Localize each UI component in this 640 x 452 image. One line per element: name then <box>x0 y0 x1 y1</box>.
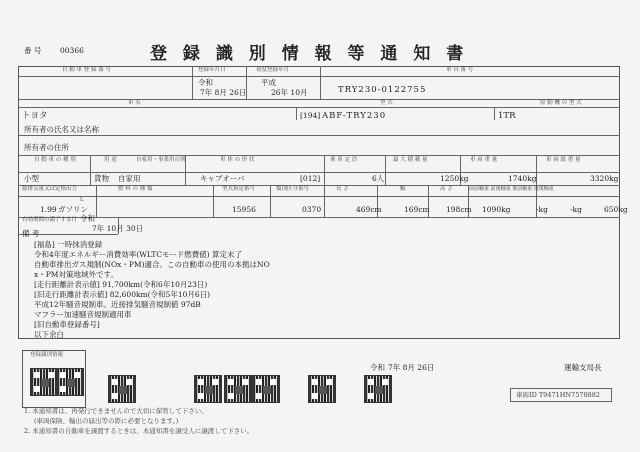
capacity-label: 乗 車 定 員 <box>330 157 358 163</box>
footer-note: 1. 本通知書は、再発行できませんので大切に保管して下さい。 <box>24 407 208 415</box>
axle-front-rear-value: -kg <box>536 205 548 214</box>
era-heisei: 平成 <box>261 78 276 87</box>
displacement-value: 1.99 <box>40 205 57 214</box>
qr-code <box>194 375 222 403</box>
qr-code <box>30 368 58 396</box>
remarks-line: マフラー加速騒音規制適用車 <box>34 310 132 319</box>
height-label: 高 さ <box>440 186 453 192</box>
chassis-label: 車 台 番 号 <box>446 67 474 73</box>
type-no-value: 15956 <box>232 205 256 214</box>
shape-label: 車 体 の 形 状 <box>220 157 255 163</box>
remarks-line: [旧走行距離計表示値] 82,600km(令和5年10月6日) <box>34 290 211 299</box>
fuel-value: ガソリン <box>58 205 88 214</box>
class-no-label: 類別区分番号 <box>276 186 310 192</box>
remarks-line: [走行距離計表示値] 91,700km(令和6年10月23日) <box>34 280 208 289</box>
document-number: 00366 <box>60 46 84 55</box>
owner-name-label: 所有者の氏名又は名称 <box>24 125 99 134</box>
first-reg-label: 初度登録年月 <box>256 67 290 73</box>
maker-label: 車 名 <box>128 100 141 106</box>
qr-code <box>252 375 280 403</box>
reg-date-label: 登録年月日 <box>198 67 226 73</box>
model-value: ABF-TRY230 <box>322 111 387 121</box>
number-label: 番 号 <box>24 46 42 55</box>
remarks-line: 平成12年騒音規制車。近接排気騒音規制値 97dB <box>34 300 201 309</box>
vehicle-id: 車両ID T9471HN7570882 <box>516 391 601 399</box>
private-commercial-label: 自家用・事業用の別 <box>136 157 186 163</box>
era-reiwa: 令和 <box>198 78 213 87</box>
use-value: 貨物 <box>94 174 109 183</box>
class-no-value: 0370 <box>302 205 322 214</box>
length-label: 長 さ <box>336 186 349 192</box>
remarks-line: x・PM対策地域外です。 <box>34 270 118 279</box>
expiry-label: 有効期間の満了する日 <box>22 217 78 223</box>
qr-code <box>364 375 392 403</box>
displacement-unit: L <box>80 197 84 203</box>
issue-era: 令和 <box>370 363 385 372</box>
remarks-line: 以下余白 <box>34 330 64 339</box>
reg-date-value: 7年 8月 26日 <box>200 88 247 97</box>
qr-box-label: 登録識別情報 <box>30 352 64 358</box>
axle-rear-front-value: -kg <box>570 205 582 214</box>
axle-weight-label: 前前軸重 前後軸重 後前軸重 後後軸重 <box>469 186 554 192</box>
expiry-era: 令和 <box>80 214 95 223</box>
qr-code <box>56 368 84 396</box>
kind-value: 小型 <box>24 174 39 183</box>
qr-code <box>308 375 336 403</box>
height-value: 198cm <box>446 205 472 214</box>
footer-note: (車両保険、輸出の届出等の際に必要となります。) <box>34 417 179 425</box>
qr-code <box>108 375 136 403</box>
displacement-label: 総排気量又は定格出力 <box>22 186 78 192</box>
first-reg-value: 26年 10月 <box>271 88 308 97</box>
engine-label: 原 動 機 の 型 式 <box>540 100 582 106</box>
remarks-line: 令和4年度エネルギー消費効率(WLTCモード燃費値) 算定未了 <box>34 250 243 259</box>
qr-code <box>224 375 252 403</box>
expiry-date: 7年 10月 30日 <box>92 224 144 233</box>
remarks-line: [旧自動車登録番号] <box>34 320 100 329</box>
engine-value: 1TR <box>498 111 516 121</box>
vehicle-weight-label: 車 両 重 量 <box>470 157 498 163</box>
issuer: 運輸支局長 <box>564 363 602 372</box>
axle-rear-rear-value: 650kg <box>604 205 628 214</box>
remarks-line: [福島] 一時抹消登録 <box>34 240 103 249</box>
model-label: 型 式 <box>380 100 393 106</box>
length-value: 469cm <box>356 205 382 214</box>
document-title: 登 録 識 別 情 報 等 通 知 書 <box>150 44 469 64</box>
max-load-value: 1250kg <box>440 174 469 183</box>
width-value: 169cm <box>404 205 430 214</box>
axle-front-front-value: 1090kg <box>482 205 511 214</box>
chassis-number: TRY230-0122755 <box>338 85 427 95</box>
shape-code: [012] <box>300 174 321 183</box>
capacity-value: 6人 <box>372 174 385 183</box>
remarks-line: 自動車排出ガス規制(NOx・PM)適合。この自動車の使用の本拠はNO <box>34 260 270 269</box>
type-no-label: 型式指定番号 <box>222 186 256 192</box>
remarks-label: 備 考 <box>22 229 40 238</box>
fuel-label: 燃 料 の 種 類 <box>118 186 153 192</box>
reg-no-label: 自 動 車 登 録 番 号 <box>62 67 111 73</box>
vehicle-weight-value: 1740kg <box>508 174 537 183</box>
issue-date: 7年 8月 26日 <box>388 363 435 372</box>
private-value: 自家用 <box>118 174 141 183</box>
gross-weight-label: 車 両 総 重 量 <box>546 157 581 163</box>
max-load-label: 最 大 積 載 量 <box>393 157 428 163</box>
gross-weight-value: 3320kg <box>590 174 619 183</box>
owner-address-label: 所有者の住所 <box>24 143 69 152</box>
model-code: [194] <box>300 111 321 120</box>
kind-label: 自 動 車 の 種 別 <box>34 157 76 163</box>
maker-value: トヨタ <box>22 111 48 121</box>
width-label: 幅 <box>400 186 406 192</box>
footer-note: 2. 本通知書の自動車を譲渡するときは、本通知書を譲受人に譲渡して下さい。 <box>24 427 254 435</box>
shape-value: キャブオーバ <box>200 174 245 183</box>
use-label: 用 途 <box>104 157 117 163</box>
